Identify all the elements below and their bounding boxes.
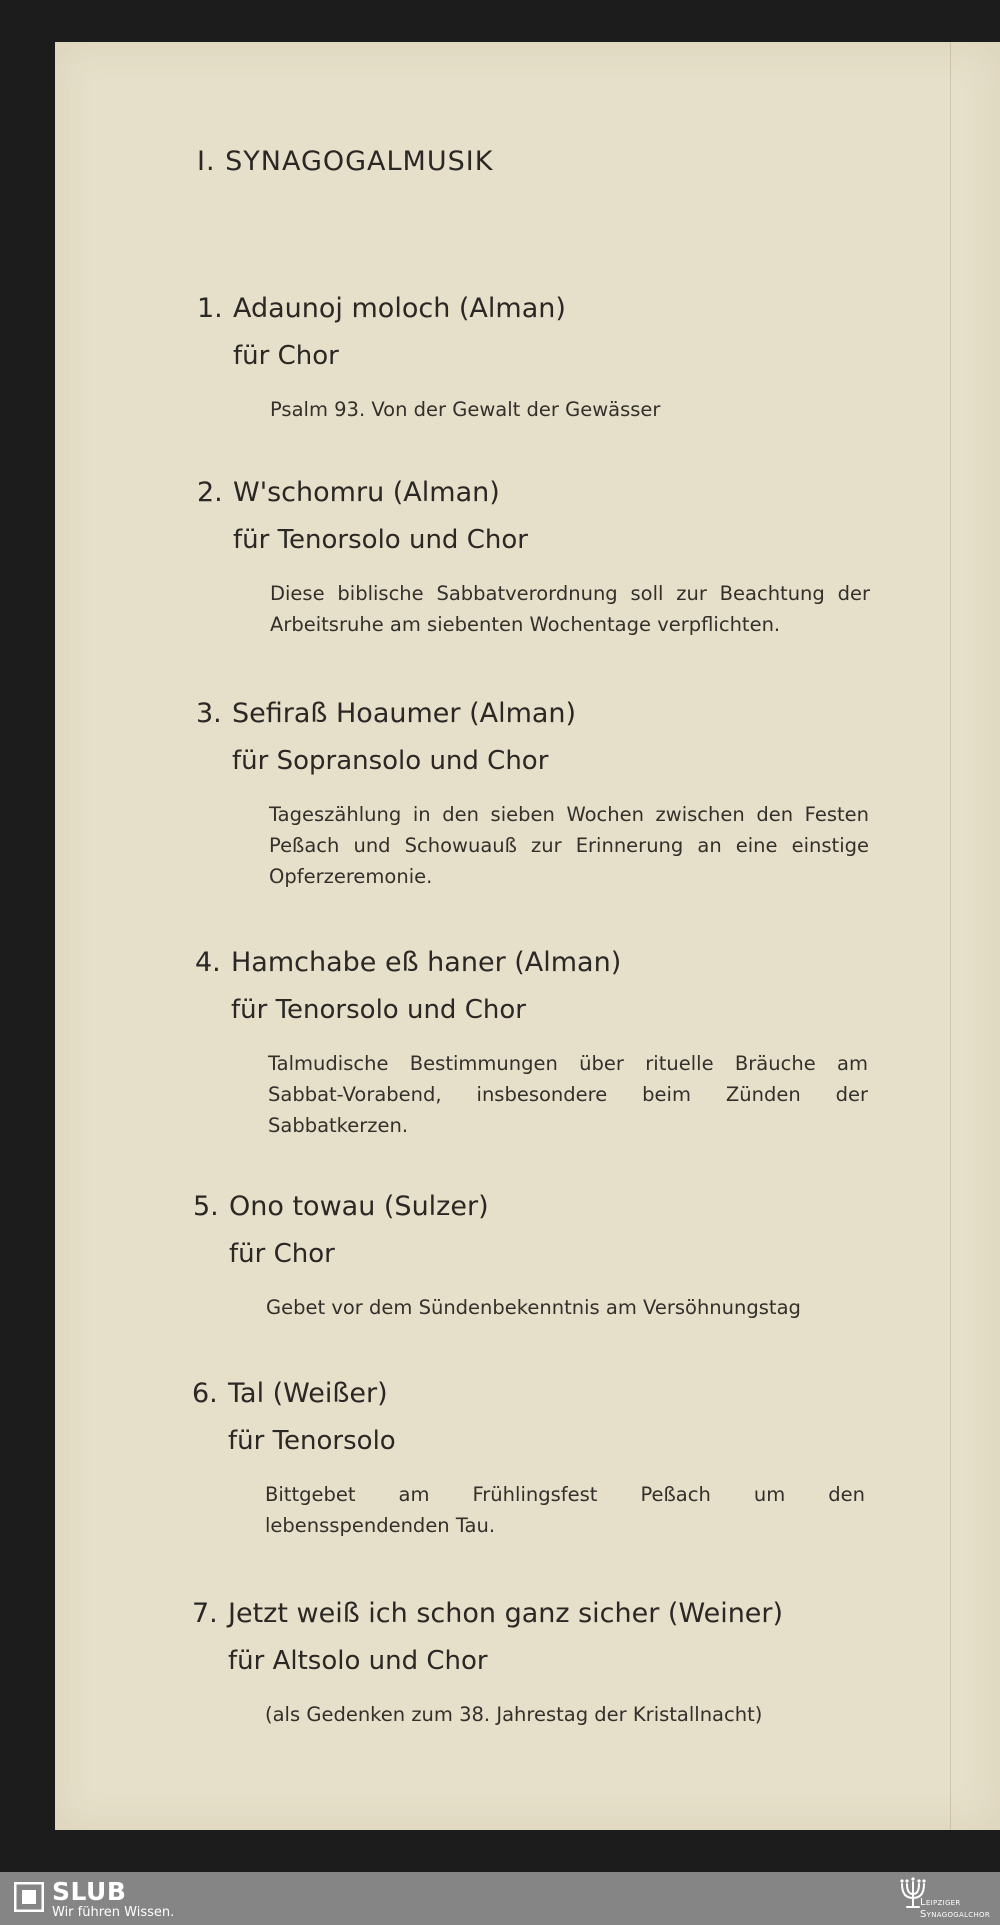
piece-title-text: W'schomru (Alman) [233,477,500,508]
piece-title-text: Adaunoj moloch (Alman) [233,293,566,324]
piece-description: Talmudische Bestimmungen über rituelle Bräuche am Sabbat-Vorabend, insbesondere beim Zünden der Sabbatkerzen. [268,1052,868,1137]
piece-number: 7. [192,1598,218,1629]
piece-title-text: Tal (Weißer) [228,1378,388,1409]
piece-number: 5. [193,1191,219,1222]
piece-title-text: Ono towau (Sulzer) [229,1191,489,1222]
piece-title-text: Sefiraß Hoaumer (Alman) [232,698,577,729]
viewer-footer-bar [0,1872,1000,1925]
piece-title-text: Jetzt weiß ich schon ganz sicher (Weiner) [228,1598,784,1629]
program-page [55,42,1000,1830]
piece-description: Diese biblische Sabbatverordnung soll zur Beachtung der Arbeitsruhe am siebenten Wochentage verpflichten. [270,582,870,636]
piece-voicing: für Tenorsolo und Chor [233,525,528,555]
piece-voicing: für Chor [233,341,339,371]
piece-number: 3. [196,698,222,729]
piece-title [195,946,995,980]
program-item-3 [196,697,996,892]
piece-number: 2. [197,477,223,508]
partner-name-line2: Synagogalchor [920,1909,990,1920]
program-item-7 [192,1597,992,1730]
piece-description: (als Gedenken zum 38. Jahrestag der Kristallnacht) [265,1703,763,1726]
piece-number: 1. [197,293,223,324]
piece-title [197,476,997,510]
slub-wordmark[interactable]: SLUB [52,1877,127,1906]
program-item-1 [197,292,997,425]
piece-number: 4. [195,947,221,978]
piece-title [192,1597,992,1631]
program-item-2 [197,476,997,640]
section-heading: I. SYNAGOGALMUSIK [197,146,494,177]
paper-fold-line [950,42,951,1830]
piece-title [196,697,996,731]
piece-voicing: für Tenorsolo [228,1426,396,1456]
piece-description: Psalm 93. Von der Gewalt der Gewässer [270,398,661,421]
piece-voicing: für Altsolo und Chor [228,1646,488,1676]
piece-title [192,1377,992,1411]
program-item-6 [192,1377,992,1541]
slub-tagline: Wir führen Wissen. [52,1905,175,1920]
slub-logo-icon[interactable] [14,1882,44,1912]
program-item-4 [195,946,995,1141]
piece-voicing: für Sopransolo und Chor [232,746,549,776]
piece-description: Bittgebet am Frühlingsfest Peßach um den lebensspendenden Tau. [265,1483,865,1537]
piece-title-text: Hamchabe eß haner (Alman) [231,947,622,978]
partner-name-line1: Leipziger [920,1897,961,1908]
piece-voicing: für Chor [229,1239,335,1269]
piece-title [193,1190,993,1224]
program-content [55,42,1000,1830]
piece-number: 6. [192,1378,218,1409]
program-item-5 [193,1190,993,1323]
piece-description: Tageszählung in den sieben Wochen zwischen den Festen Peßach und Schowuauß zur Erinnerung an eine einstige Opferzeremonie. [269,803,869,888]
piece-voicing: für Tenorsolo und Chor [231,995,526,1025]
piece-title [197,292,997,326]
piece-description: Gebet vor dem Sündenbekenntnis am Versöhnungstag [266,1296,801,1319]
